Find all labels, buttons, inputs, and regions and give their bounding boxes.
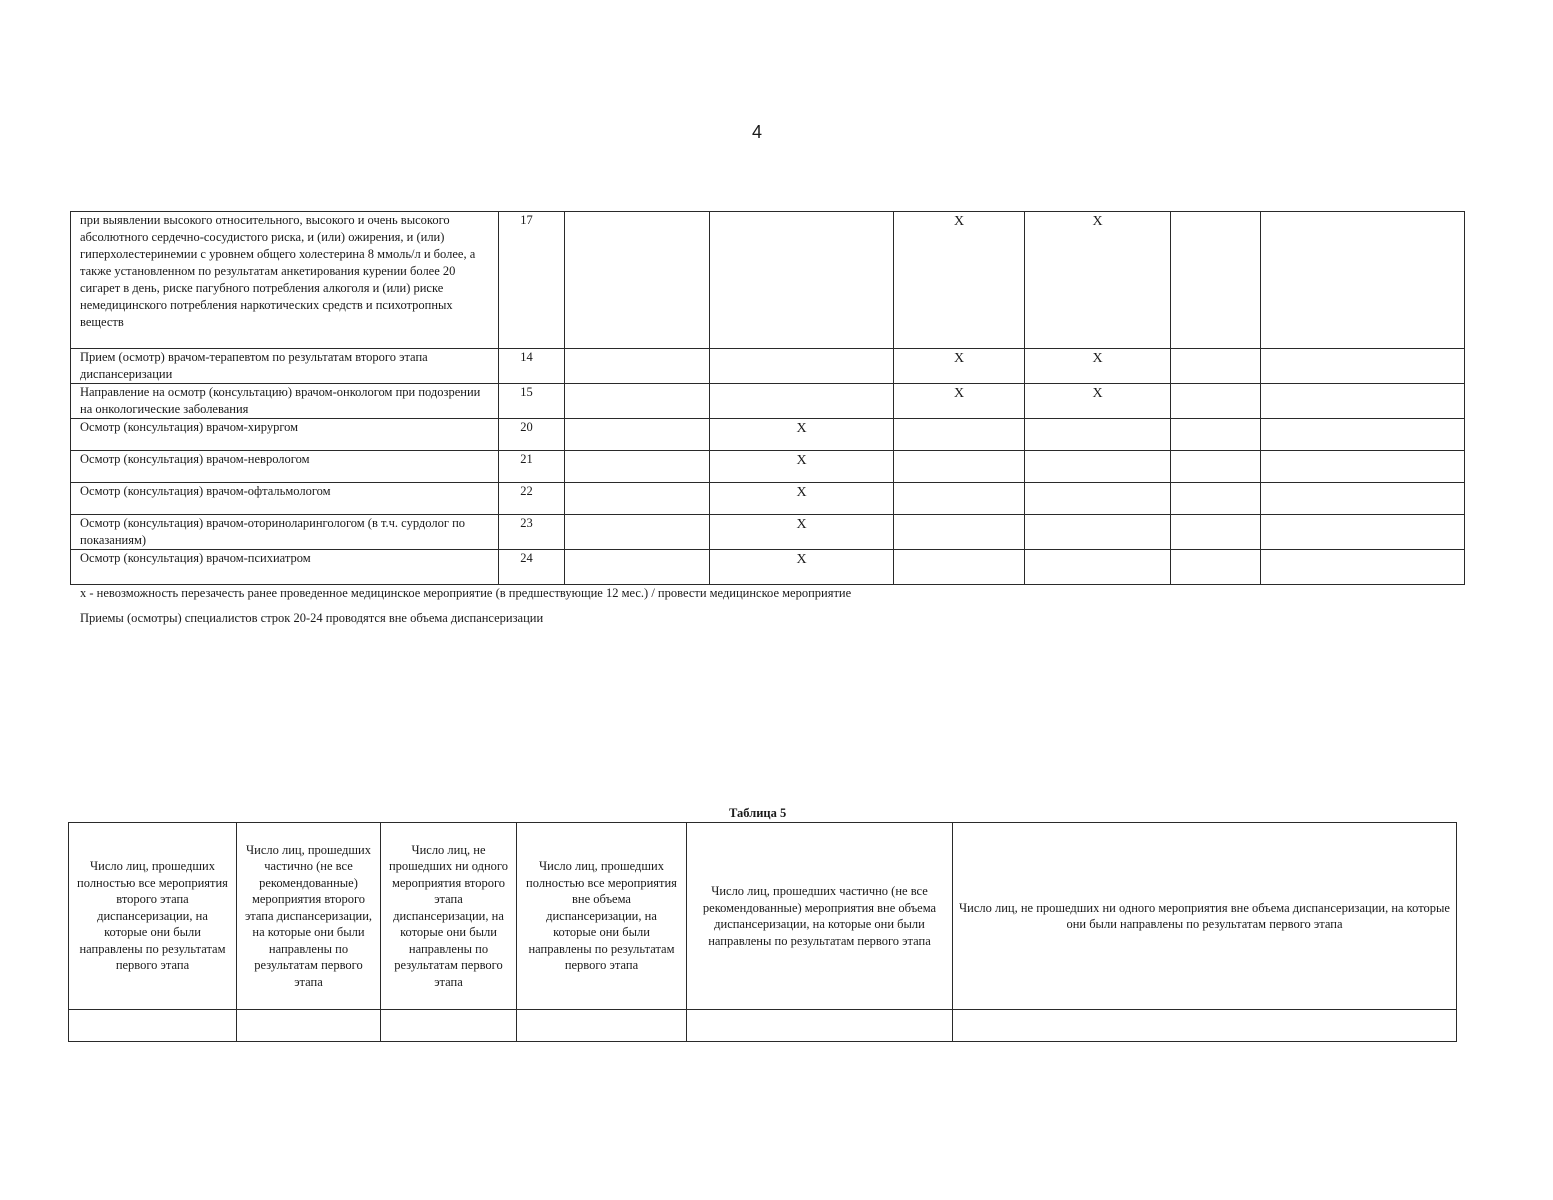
row-name-cell: Прием (осмотр) врачом-терапевтом по результатам второго этапа диспансеризации [71,349,499,384]
table-row [71,212,1465,349]
table-5-header-cell: Число лиц, не прошедших ни одного мероприятия вне объема диспансеризации, на которые они были направлены по результатам первого этапа [953,823,1457,1010]
table-cell[interactable] [710,349,894,384]
table-5-value-cell[interactable] [237,1010,381,1042]
table-5-title: Таблица 5 [729,806,787,820]
table-cell[interactable]: X [1025,349,1171,384]
table-cell[interactable] [1261,419,1465,451]
table-cell[interactable] [1261,483,1465,515]
table-cell[interactable] [1261,515,1465,550]
row-name-cell: Осмотр (консультация) врачом-психиатром [71,550,499,585]
table-cell[interactable] [1261,212,1465,349]
table-cell[interactable]: X [1025,212,1171,349]
row-name-cell: Осмотр (консультация) врачом-неврологом [71,451,499,483]
table-cell[interactable] [1025,550,1171,585]
table-cell[interactable] [1171,384,1261,419]
table-5-value-cell[interactable] [381,1010,517,1042]
table-cell[interactable] [1171,515,1261,550]
table-cell[interactable] [894,550,1025,585]
remark-note: Приемы (осмотры) специалистов строк 20-24 проводятся вне объема диспансеризации [80,611,544,625]
table-5 [68,822,1457,1042]
table-5-header-cell: Число лиц, прошедших частично (не все рекомендованные) мероприятия второго этапа диспансеризации, на которые они были направлены по результатам первого этапа [237,823,381,1010]
table-cell[interactable] [565,419,710,451]
table-cell[interactable] [1171,550,1261,585]
page-number: 4 [752,122,763,142]
row-code-cell: 17 [499,212,565,349]
table-cell[interactable]: X [710,483,894,515]
table-row [71,419,1465,451]
table-cell[interactable] [1025,515,1171,550]
row-code-cell: 21 [499,451,565,483]
row-name-cell: Осмотр (консультация) врачом-хирургом [71,419,499,451]
table-cell[interactable] [1171,483,1261,515]
table-cell[interactable] [1025,419,1171,451]
table-cell[interactable] [565,515,710,550]
table-cell[interactable]: X [894,349,1025,384]
table-cell[interactable] [894,483,1025,515]
row-code-cell: 20 [499,419,565,451]
table-cell[interactable]: X [710,419,894,451]
row-code-cell: 23 [499,515,565,550]
row-code-cell: 15 [499,384,565,419]
row-code-cell: 24 [499,550,565,585]
table-cell[interactable] [1025,483,1171,515]
table-5-header-cell: Число лиц, не прошедших ни одного мероприятия второго этапа диспансеризации, на которые они были направлены по результатам первого этапа [381,823,517,1010]
table-row [71,451,1465,483]
table-cell[interactable] [1261,451,1465,483]
table-cell[interactable] [1025,451,1171,483]
table-cell[interactable] [565,483,710,515]
table-cell[interactable] [1171,212,1261,349]
table-cell[interactable] [710,212,894,349]
table-cell[interactable]: X [894,384,1025,419]
table-5-header-cell: Число лиц, прошедших частично (не все рекомендованные) мероприятия вне объема диспансеризации, на которые они были направлены по результатам первого этапа [687,823,953,1010]
table-cell[interactable] [894,515,1025,550]
row-name-cell: при выявлении высокого относительного, высокого и очень высокого абсолютного сердечно-сосудистого риска, и (или) ожирения, и (или) гиперхолестеринемии с уровнем общего холестерина 8 ммоль/л и более, а также установленном по результатам анкетирования курении более 20 сигарет в день, риске пагубного потребления алкоголя и (или) риске немедицинского потребления наркотических средств и психотропных веществ [71,212,499,349]
row-code-cell: 22 [499,483,565,515]
table-cell[interactable] [565,384,710,419]
table-cell[interactable]: X [710,550,894,585]
table-row [71,349,1465,384]
table-5-value-cell[interactable] [517,1010,687,1042]
row-name-cell: Направление на осмотр (консультацию) врачом-онкологом при подозрении на онкологические заболевания [71,384,499,419]
table-4-continuation [70,211,1465,585]
table-cell[interactable] [894,419,1025,451]
table-5-header-row [69,823,1457,1010]
row-name-cell: Осмотр (консультация) врачом-офтальмологом [71,483,499,515]
table-cell[interactable]: X [710,451,894,483]
row-code-cell: 14 [499,349,565,384]
table-row [71,483,1465,515]
table-row [71,515,1465,550]
table-cell[interactable] [1171,419,1261,451]
table-cell[interactable] [565,349,710,384]
table-5-value-row [69,1010,1457,1042]
table-cell[interactable]: X [1025,384,1171,419]
table-cell[interactable] [1261,550,1465,585]
table-5-value-cell[interactable] [953,1010,1457,1042]
table-cell[interactable] [710,384,894,419]
row-name-cell: Осмотр (консультация) врачом-оториноларингологом (в т.ч. сурдолог по показаниям) [71,515,499,550]
table-cell[interactable]: X [894,212,1025,349]
table-cell[interactable] [565,550,710,585]
table-row [71,550,1465,585]
table-cell[interactable] [1261,349,1465,384]
table-row [71,384,1465,419]
table-5-header-cell: Число лиц, прошедших полностью все мероприятия вне объема диспансеризации, на которые они были направлены по результатам первого этапа [517,823,687,1010]
table-5-value-cell[interactable] [687,1010,953,1042]
table-cell[interactable] [1171,349,1261,384]
legend-note: x - невозможность перезачесть ранее проведенное медицинское мероприятие (в предшествующие 12 мес.) / провести медицинское мероприятие [80,586,852,600]
table-cell[interactable]: X [710,515,894,550]
table-cell[interactable] [1171,451,1261,483]
table-cell[interactable] [565,451,710,483]
table-cell[interactable] [894,451,1025,483]
table-cell[interactable] [1261,384,1465,419]
table-5-header-cell: Число лиц, прошедших полностью все мероприятия второго этапа диспансеризации, на которые они были направлены по результатам первого этапа [69,823,237,1010]
table-5-value-cell[interactable] [69,1010,237,1042]
table-cell[interactable] [565,212,710,349]
